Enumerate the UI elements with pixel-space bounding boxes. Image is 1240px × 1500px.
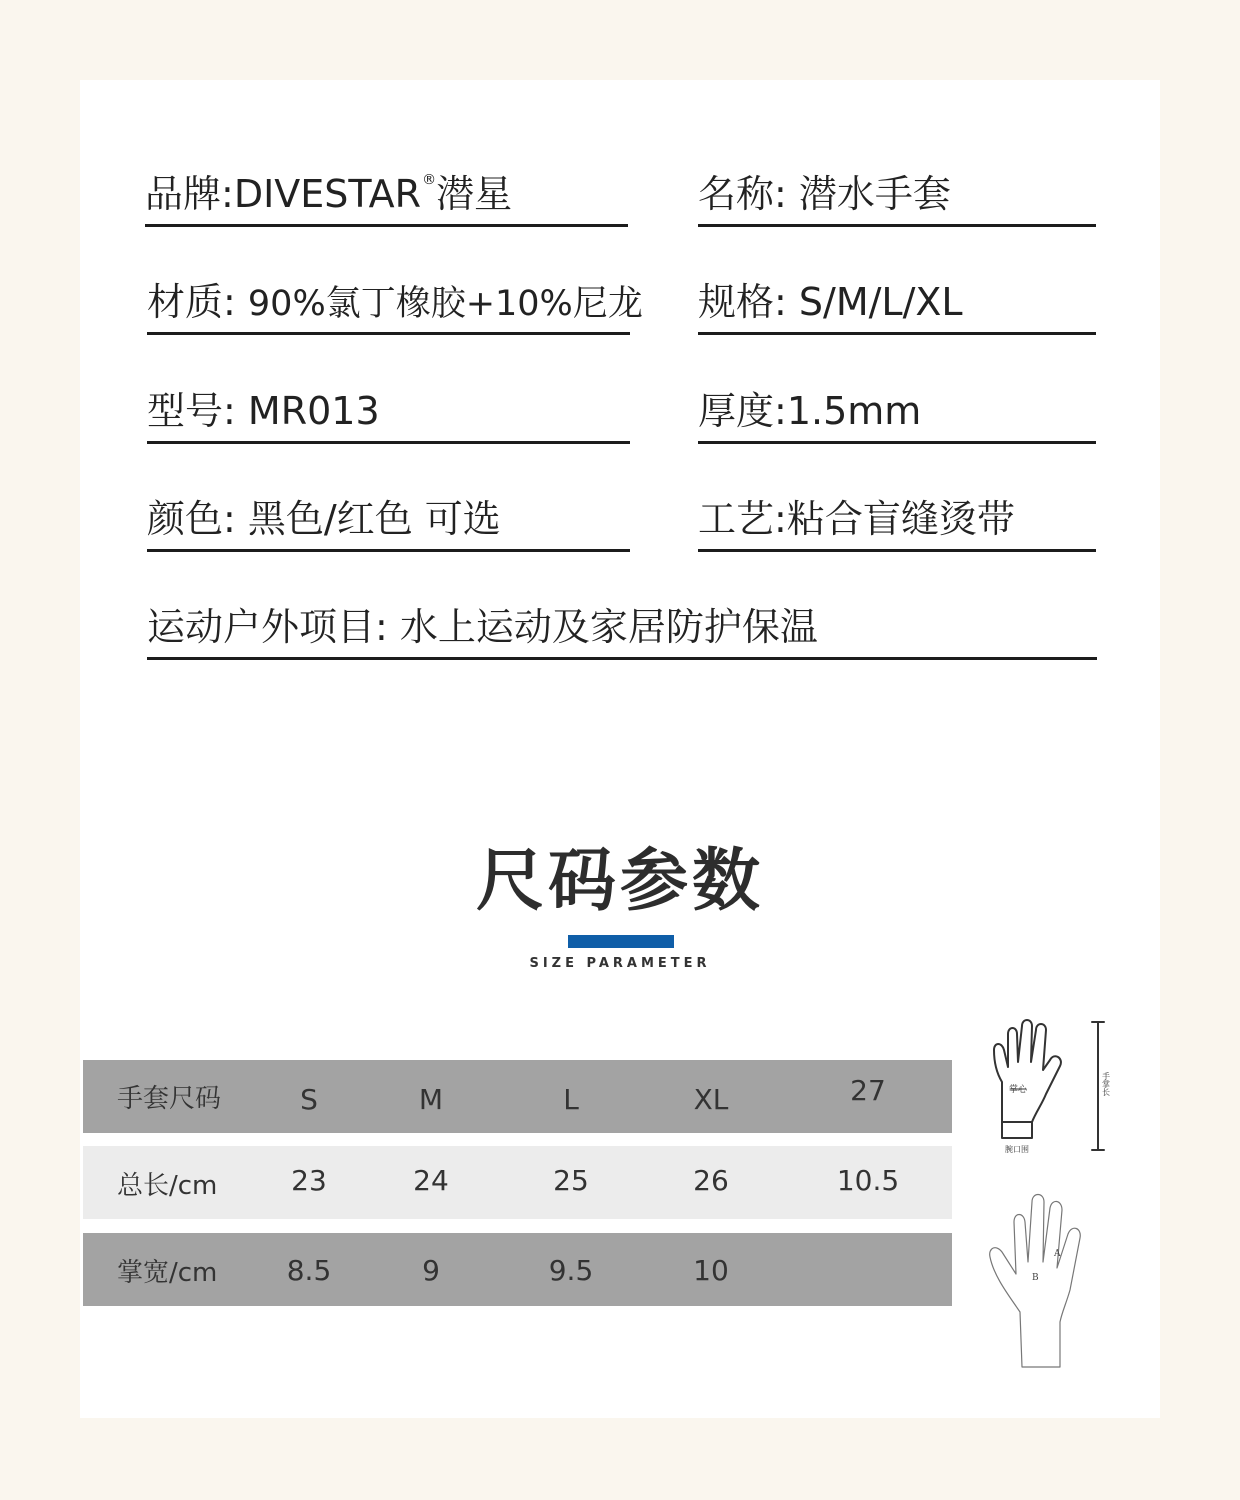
spec-size <box>698 272 1096 335</box>
table-cell: 9 <box>422 1254 440 1287</box>
spec-color <box>147 489 630 552</box>
length-label: 手掌长 <box>1101 1072 1111 1096</box>
table-cell: 24 <box>413 1164 449 1197</box>
table-row <box>83 1146 952 1219</box>
table-cell: 25 <box>553 1164 589 1197</box>
table-cell: 10 <box>693 1254 729 1287</box>
palm-label: 掌心 <box>1008 1085 1028 1095</box>
table-cell: 23 <box>291 1164 327 1197</box>
table-header-cell: S <box>300 1083 318 1116</box>
size-section-subtitle: SIZE PARAMETER <box>529 956 711 971</box>
point-b-label: B <box>1032 1273 1039 1283</box>
table-row-label: 总长/cm <box>117 1171 218 1201</box>
table-cell: 8.5 <box>286 1254 332 1287</box>
spec-value: 1.5mm <box>786 389 922 433</box>
table-header-cell: XL <box>693 1083 729 1116</box>
table-cell: 9.5 <box>548 1254 594 1287</box>
hand-measure-diagram <box>980 1012 1120 1382</box>
spec-label: 运动户外项目: <box>147 605 388 649</box>
table-cell <box>828 1233 908 1306</box>
spec-value: 粘合盲缝烫带 <box>786 497 1015 541</box>
table-row <box>83 1233 952 1306</box>
table-cell: 10.5 <box>836 1164 900 1197</box>
spec-value: S/M/L/XL <box>798 280 963 324</box>
table-cell: 26 <box>693 1164 729 1197</box>
table-header-cell: L <box>563 1083 579 1116</box>
spec-material <box>147 272 643 335</box>
spec-value: 潜水手套 <box>798 172 951 216</box>
brand-value: DIVESTAR <box>233 172 422 216</box>
spec-label: 工艺: <box>698 497 787 541</box>
registered-mark: ® <box>422 172 437 188</box>
spec-value: MR013 <box>247 389 380 433</box>
spec-value: 90%氯丁橡胶+10%尼龙 <box>247 284 643 324</box>
table-header-cell: M <box>418 1083 444 1116</box>
spec-value: 黑色/红色 可选 <box>247 497 501 541</box>
spec-label: 规格: <box>698 280 787 324</box>
glove-outline-icon <box>980 1012 1120 1382</box>
table-row-label: 掌宽/cm <box>117 1258 218 1288</box>
spec-value: 水上运动及家居防护保温 <box>399 605 818 649</box>
spec-model <box>147 381 630 444</box>
spec-label: 厚度: <box>698 389 787 433</box>
spec-label: 型号: <box>147 389 236 433</box>
spec-brand <box>145 164 628 227</box>
wrist-label: 腕口围 <box>1005 1145 1029 1154</box>
size-table-header <box>83 1060 952 1133</box>
spec-label: 材质: <box>147 280 236 324</box>
brand-cn-value: 潜星 <box>436 172 513 216</box>
table-header-cell: 手套尺码 <box>117 1084 222 1114</box>
table-header-cell: 27 <box>850 1074 886 1107</box>
spec-label: 品牌: <box>145 172 234 216</box>
point-a-label: A <box>1054 1249 1061 1259</box>
spec-label: 名称: <box>698 172 787 216</box>
size-section-title: 尺码参数 <box>475 842 764 921</box>
spec-thickness <box>698 381 1096 444</box>
spec-usage <box>147 597 1097 660</box>
title-accent-bar <box>568 935 674 948</box>
spec-name <box>698 164 1096 227</box>
spec-label: 颜色: <box>147 497 236 541</box>
spec-craft <box>698 489 1096 552</box>
